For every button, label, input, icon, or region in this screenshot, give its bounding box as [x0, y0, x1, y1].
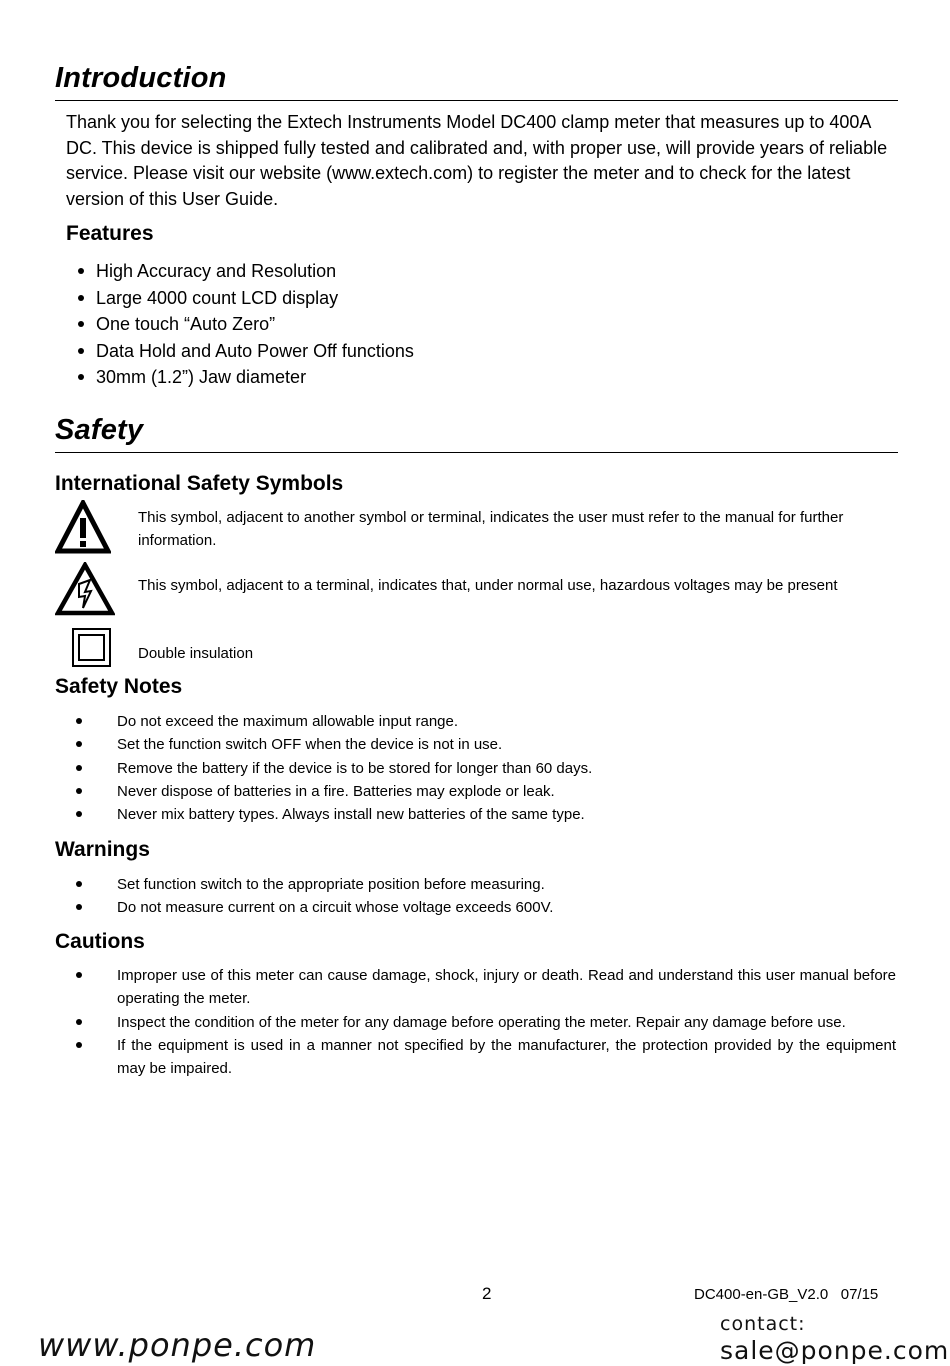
bullet — [76, 765, 82, 771]
introduction-heading: Introduction — [55, 62, 227, 94]
list-item: Never mix battery types. Always install new batteries of the same type. — [76, 803, 896, 826]
list-item: Do not exceed the maximum allowable input range. — [76, 710, 896, 733]
cautions-list — [76, 964, 896, 1080]
list-item: Data Hold and Auto Power Off functions — [76, 338, 414, 365]
list-item: If the equipment is used in a manner not specified by the manufacturer, the protection provided by the equipment may be impaired. — [76, 1034, 896, 1081]
list-item: Improper use of this meter can cause damage, shock, injury or death. Read and understand this user manual before operating the meter. — [76, 964, 896, 1011]
symbol-row — [55, 628, 900, 668]
bullet — [78, 374, 84, 380]
bullet — [78, 321, 84, 327]
safety-rule — [55, 452, 898, 453]
page-number: 2 — [482, 1284, 492, 1303]
introduction-paragraph: Thank you for selecting the Extech Instruments Model DC400 clamp meter that measures up to 400A DC. This device is shipped fully tested and calibrated and, with proper use, will provide years of reliable service. Please visit our website (www.extech.com) to register the meter and to check for the latest version of this User Guide. — [66, 112, 888, 209]
safety-notes-list — [76, 710, 896, 826]
features-heading: Features — [66, 222, 154, 245]
bullet — [76, 881, 82, 887]
warnings-list — [76, 873, 896, 920]
bullet — [76, 741, 82, 747]
bullet — [76, 811, 82, 817]
introduction-rule — [55, 100, 898, 101]
list-item: High Accuracy and Resolution — [76, 258, 414, 285]
symbol-row — [55, 562, 900, 618]
list-item: Large 4000 count LCD display — [76, 285, 414, 312]
list-item: One touch “Auto Zero” — [76, 311, 414, 338]
symbol-row — [55, 500, 900, 558]
bullet — [78, 268, 84, 274]
document-id: DC400-en-GB_V2.0 07/15 — [694, 1286, 879, 1303]
list-item: Never dispose of batteries in a fire. Batteries may explode or leak. — [76, 780, 896, 803]
safety-heading: Safety — [55, 414, 144, 446]
warning-exclamation-icon — [55, 500, 111, 554]
watermark-contact-label: contact: — [720, 1313, 806, 1335]
high-voltage-icon — [55, 562, 115, 616]
list-item: 30mm (1.2”) Jaw diameter — [76, 364, 414, 391]
features-list — [76, 258, 414, 391]
watermark-email: sale@ponpe.com — [720, 1336, 950, 1365]
double-insulation-icon — [72, 628, 112, 668]
bullet — [76, 1042, 82, 1048]
list-item: Set function switch to the appropriate position before measuring. — [76, 873, 896, 896]
list-item: Do not measure current on a circuit whose voltage exceeds 600V. — [76, 896, 896, 919]
symbol-description: This symbol, adjacent to another symbol or terminal, indicates the user must refer to the manual for further information. — [138, 509, 844, 549]
bullet — [76, 1019, 82, 1025]
safety-symbols-heading: International Safety Symbols — [55, 472, 344, 495]
list-item: Remove the battery if the device is to be stored for longer than 60 days. — [76, 757, 896, 780]
bullet — [76, 788, 82, 794]
cautions-heading: Cautions — [55, 930, 145, 953]
symbol-description: This symbol, adjacent to a terminal, indicates that, under normal use, hazardous voltages may be present — [138, 577, 838, 594]
bullet — [78, 348, 84, 354]
bullet — [76, 972, 82, 978]
safety-notes-heading: Safety Notes — [55, 675, 183, 698]
bullet — [78, 295, 84, 301]
list-item: Inspect the condition of the meter for any damage before operating the meter. Repair any damage before use. — [76, 1011, 896, 1034]
warnings-heading: Warnings — [55, 838, 150, 861]
symbol-description: Double insulation — [138, 645, 254, 662]
list-item: Set the function switch OFF when the device is not in use. — [76, 733, 896, 756]
bullet — [76, 904, 82, 910]
bullet — [76, 718, 82, 724]
watermark-site: www.ponpe.com — [38, 1326, 317, 1364]
